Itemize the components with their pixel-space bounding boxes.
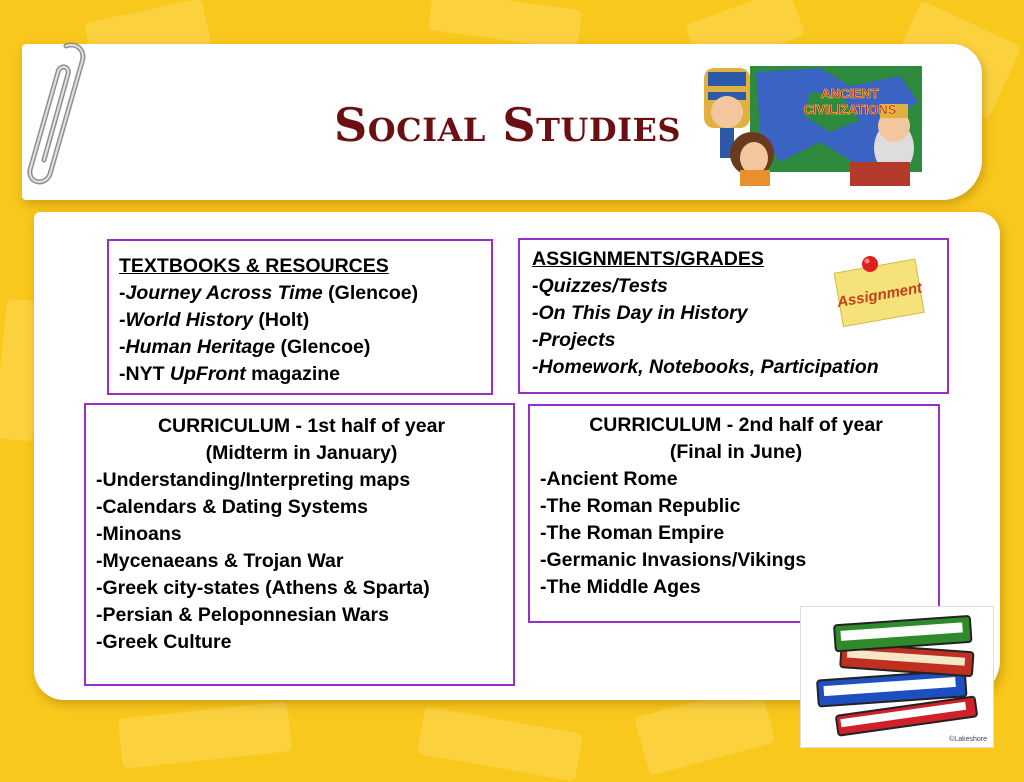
assignment-item: -Quizzes/Tests — [532, 275, 668, 297]
resource-item: -Human Heritage (Glencoe) — [119, 336, 371, 358]
curriculum-item: -The Middle Ages — [540, 576, 701, 598]
ancient-civilizations-image — [700, 62, 926, 190]
background-shape — [428, 0, 582, 50]
curriculum-item: -Understanding/Interpreting maps — [96, 469, 411, 491]
resource-item: -NYT UpFront magazine — [119, 363, 341, 385]
resource-item: -Journey Across Time (Glencoe) — [119, 282, 419, 304]
pushpin-icon — [862, 256, 878, 272]
paperclip-icon — [20, 36, 90, 186]
resources-heading: TEXTBOOKS & RESOURCES — [119, 255, 389, 277]
curriculum-item: -Ancient Rome — [540, 468, 678, 490]
curriculum-first-half-box — [84, 403, 515, 686]
assignment-item: -Projects — [532, 329, 616, 351]
assignments-heading: ASSIGNMENTS/GRADES — [532, 248, 764, 270]
textbooks-resources-box — [107, 239, 493, 395]
curriculum-item: -Greek Culture — [96, 631, 232, 653]
curriculum-item: -Mycenaeans & Trojan War — [96, 550, 344, 572]
curriculum-item: -The Roman Republic — [540, 495, 741, 517]
curriculum-second-half-box — [528, 404, 940, 623]
book-stack-icon — [801, 607, 993, 747]
civilizations-text-line2: CIVILIZATIONS — [803, 102, 897, 117]
background-shape — [417, 706, 583, 781]
curriculum-item: -Germanic Invasions/Vikings — [540, 549, 807, 571]
assignment-note-text: Assignment — [835, 279, 924, 312]
resource-item: -World History (Holt) — [119, 309, 310, 331]
curriculum-item: -Persian & Peloponnesian Wars — [96, 604, 389, 626]
curriculum-first-heading: CURRICULUM - 1st half of year — [157, 415, 446, 437]
curriculum-first-subheading: (Midterm in January) — [205, 442, 398, 464]
curriculum-item: -Minoans — [96, 523, 182, 545]
assignment-item: -On This Day in History — [532, 302, 748, 324]
curriculum-second-subheading: (Final in June) — [669, 441, 803, 463]
civilizations-text-line1: ANCIENT — [821, 86, 879, 101]
page-title: Social Studies — [334, 98, 682, 152]
curriculum-second-heading: CURRICULUM - 2nd half of year — [589, 414, 883, 436]
curriculum-item: -Greek city-states (Athens & Sparta) — [96, 577, 430, 599]
assignment-item: -Homework, Notebooks, Participation — [532, 356, 879, 378]
books-credit-text: ©Lakeshore — [949, 736, 987, 743]
curriculum-item: -Calendars & Dating Systems — [96, 496, 369, 518]
books-image — [800, 606, 994, 748]
background-shape — [118, 701, 292, 768]
assignment-note-image — [830, 252, 926, 328]
curriculum-item: -The Roman Empire — [540, 522, 725, 544]
